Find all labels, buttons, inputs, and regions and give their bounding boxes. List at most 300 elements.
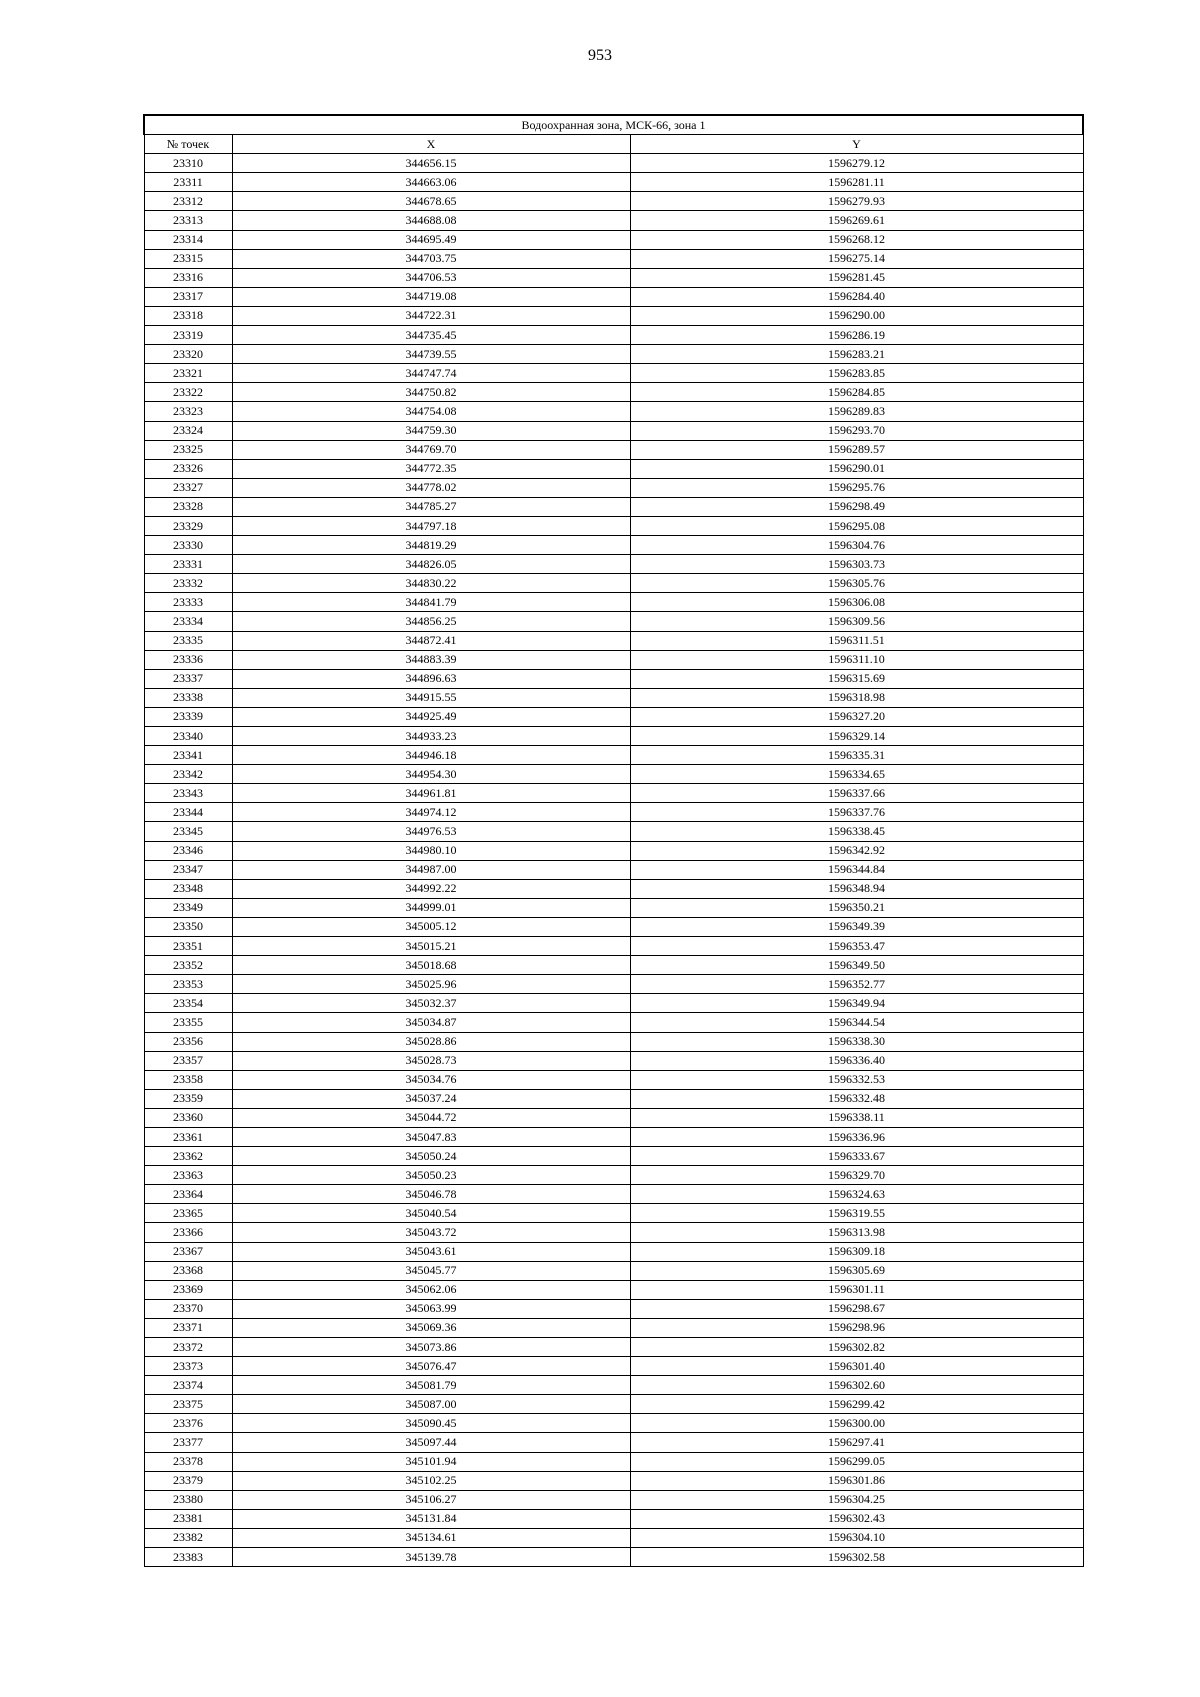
y-coordinate-cell: 1596319.55 <box>630 1204 1083 1223</box>
y-coordinate-cell: 1596350.21 <box>630 898 1083 917</box>
table-row <box>144 306 1083 325</box>
coordinates-table <box>143 114 1084 1567</box>
x-coordinate-cell: 344772.35 <box>232 459 630 478</box>
y-coordinate-cell: 1596353.47 <box>630 937 1083 956</box>
table-row <box>144 1299 1083 1318</box>
point-number-cell: 23341 <box>144 746 232 765</box>
x-coordinate-cell: 345046.78 <box>232 1185 630 1204</box>
y-coordinate-cell: 1596284.85 <box>630 383 1083 402</box>
y-coordinate-cell: 1596338.45 <box>630 822 1083 841</box>
y-coordinate-cell: 1596329.70 <box>630 1166 1083 1185</box>
x-coordinate-cell: 344961.81 <box>232 784 630 803</box>
table-row <box>144 1108 1083 1127</box>
y-coordinate-cell: 1596302.43 <box>630 1509 1083 1528</box>
x-coordinate-cell: 345018.68 <box>232 956 630 975</box>
table-body <box>144 154 1083 1567</box>
page-number: 953 <box>588 47 612 64</box>
y-coordinate-cell: 1596329.14 <box>630 727 1083 746</box>
point-number-cell: 23364 <box>144 1185 232 1204</box>
point-number-cell: 23379 <box>144 1471 232 1490</box>
table-row <box>144 803 1083 822</box>
table-row <box>144 1013 1083 1032</box>
y-coordinate-cell: 1596348.94 <box>630 879 1083 898</box>
point-number-cell: 23322 <box>144 383 232 402</box>
point-number-cell: 23362 <box>144 1147 232 1166</box>
table-row <box>144 497 1083 516</box>
x-coordinate-cell: 345090.45 <box>232 1414 630 1433</box>
point-number-cell: 23369 <box>144 1280 232 1299</box>
point-number-cell: 23352 <box>144 956 232 975</box>
x-coordinate-cell: 344992.22 <box>232 879 630 898</box>
y-coordinate-cell: 1596303.73 <box>630 555 1083 574</box>
table-row <box>144 326 1083 345</box>
y-coordinate-cell: 1596318.98 <box>630 688 1083 707</box>
y-coordinate-cell: 1596344.84 <box>630 860 1083 879</box>
table-row <box>144 1548 1083 1567</box>
x-coordinate-cell: 344954.30 <box>232 765 630 784</box>
x-coordinate-cell: 345045.77 <box>232 1261 630 1280</box>
x-coordinate-cell: 345037.24 <box>232 1089 630 1108</box>
point-number-cell: 23347 <box>144 860 232 879</box>
y-coordinate-cell: 1596298.67 <box>630 1299 1083 1318</box>
x-coordinate-cell: 345044.72 <box>232 1108 630 1127</box>
x-coordinate-cell: 345032.37 <box>232 994 630 1013</box>
x-coordinate-cell: 344830.22 <box>232 574 630 593</box>
point-number-cell: 23370 <box>144 1299 232 1318</box>
table-row <box>144 1490 1083 1509</box>
x-coordinate-cell: 344703.75 <box>232 249 630 268</box>
table-row <box>144 612 1083 631</box>
x-coordinate-cell: 345097.44 <box>232 1433 630 1452</box>
table-row <box>144 765 1083 784</box>
point-number-cell: 23376 <box>144 1414 232 1433</box>
table-row <box>144 1338 1083 1357</box>
y-coordinate-cell: 1596297.41 <box>630 1433 1083 1452</box>
table-row <box>144 669 1083 688</box>
point-number-cell: 23310 <box>144 154 232 173</box>
table-row <box>144 1357 1083 1376</box>
table-row <box>144 1089 1083 1108</box>
y-coordinate-cell: 1596342.92 <box>630 841 1083 860</box>
x-coordinate-cell: 344980.10 <box>232 841 630 860</box>
point-number-cell: 23331 <box>144 555 232 574</box>
y-coordinate-cell: 1596275.14 <box>630 249 1083 268</box>
x-coordinate-cell: 344663.06 <box>232 173 630 192</box>
y-coordinate-cell: 1596327.20 <box>630 707 1083 726</box>
point-number-cell: 23342 <box>144 765 232 784</box>
table-row <box>144 975 1083 994</box>
point-number-cell: 23329 <box>144 516 232 535</box>
table-row <box>144 937 1083 956</box>
x-coordinate-cell: 344754.08 <box>232 402 630 421</box>
y-coordinate-cell: 1596349.50 <box>630 956 1083 975</box>
x-coordinate-cell: 345034.76 <box>232 1070 630 1089</box>
y-coordinate-cell: 1596305.69 <box>630 1261 1083 1280</box>
table-row <box>144 516 1083 535</box>
x-coordinate-cell: 345050.23 <box>232 1166 630 1185</box>
y-coordinate-cell: 1596295.76 <box>630 478 1083 497</box>
column-header-y: Y <box>630 135 1083 154</box>
point-number-cell: 23340 <box>144 727 232 746</box>
point-number-cell: 23353 <box>144 975 232 994</box>
y-coordinate-cell: 1596289.57 <box>630 440 1083 459</box>
table-row <box>144 1127 1083 1146</box>
point-number-cell: 23378 <box>144 1452 232 1471</box>
x-coordinate-cell: 344915.55 <box>232 688 630 707</box>
point-number-cell: 23312 <box>144 192 232 211</box>
y-coordinate-cell: 1596279.12 <box>630 154 1083 173</box>
x-coordinate-cell: 345069.36 <box>232 1318 630 1337</box>
y-coordinate-cell: 1596352.77 <box>630 975 1083 994</box>
y-coordinate-cell: 1596302.82 <box>630 1338 1083 1357</box>
point-number-cell: 23356 <box>144 1032 232 1051</box>
table-row <box>144 688 1083 707</box>
point-number-cell: 23344 <box>144 803 232 822</box>
y-coordinate-cell: 1596301.40 <box>630 1357 1083 1376</box>
point-number-cell: 23365 <box>144 1204 232 1223</box>
y-coordinate-cell: 1596311.51 <box>630 631 1083 650</box>
y-coordinate-cell: 1596304.76 <box>630 536 1083 555</box>
table-row <box>144 879 1083 898</box>
x-coordinate-cell: 345043.72 <box>232 1223 630 1242</box>
table-row <box>144 1414 1083 1433</box>
y-coordinate-cell: 1596309.56 <box>630 612 1083 631</box>
x-coordinate-cell: 344946.18 <box>232 746 630 765</box>
table-row <box>144 211 1083 230</box>
table-row <box>144 1452 1083 1471</box>
y-coordinate-cell: 1596304.25 <box>630 1490 1083 1509</box>
x-coordinate-cell: 345106.27 <box>232 1490 630 1509</box>
x-coordinate-cell: 344747.74 <box>232 364 630 383</box>
column-header-point-number: № точек <box>144 135 232 154</box>
point-number-cell: 23383 <box>144 1548 232 1567</box>
x-coordinate-cell: 344987.00 <box>232 860 630 879</box>
x-coordinate-cell: 344735.45 <box>232 326 630 345</box>
point-number-cell: 23313 <box>144 211 232 230</box>
y-coordinate-cell: 1596305.76 <box>630 574 1083 593</box>
point-number-cell: 23357 <box>144 1051 232 1070</box>
table-row <box>144 440 1083 459</box>
y-coordinate-cell: 1596286.19 <box>630 326 1083 345</box>
x-coordinate-cell: 345050.24 <box>232 1147 630 1166</box>
y-coordinate-cell: 1596302.60 <box>630 1376 1083 1395</box>
table-row <box>144 173 1083 192</box>
point-number-cell: 23325 <box>144 440 232 459</box>
x-coordinate-cell: 345028.86 <box>232 1032 630 1051</box>
y-coordinate-cell: 1596268.12 <box>630 230 1083 249</box>
point-number-cell: 23374 <box>144 1376 232 1395</box>
x-coordinate-cell: 345028.73 <box>232 1051 630 1070</box>
table-row <box>144 1528 1083 1547</box>
point-number-cell: 23323 <box>144 402 232 421</box>
table-row <box>144 956 1083 975</box>
y-coordinate-cell: 1596349.39 <box>630 917 1083 936</box>
table-row <box>144 1032 1083 1051</box>
table-row <box>144 402 1083 421</box>
x-coordinate-cell: 344856.25 <box>232 612 630 631</box>
x-coordinate-cell: 344750.82 <box>232 383 630 402</box>
x-coordinate-cell: 345043.61 <box>232 1242 630 1261</box>
x-coordinate-cell: 344759.30 <box>232 421 630 440</box>
table-header-row <box>144 135 1083 154</box>
y-coordinate-cell: 1596284.40 <box>630 287 1083 306</box>
column-header-x: X <box>232 135 630 154</box>
x-coordinate-cell: 344925.49 <box>232 707 630 726</box>
point-number-cell: 23311 <box>144 173 232 192</box>
y-coordinate-cell: 1596298.96 <box>630 1318 1083 1337</box>
x-coordinate-cell: 344739.55 <box>232 345 630 364</box>
y-coordinate-cell: 1596338.11 <box>630 1108 1083 1127</box>
point-number-cell: 23372 <box>144 1338 232 1357</box>
x-coordinate-cell: 345062.06 <box>232 1280 630 1299</box>
table-row <box>144 822 1083 841</box>
table-row <box>144 917 1083 936</box>
point-number-cell: 23377 <box>144 1433 232 1452</box>
point-number-cell: 23333 <box>144 593 232 612</box>
table-row <box>144 650 1083 669</box>
point-number-cell: 23349 <box>144 898 232 917</box>
x-coordinate-cell: 344933.23 <box>232 727 630 746</box>
y-coordinate-cell: 1596337.76 <box>630 803 1083 822</box>
y-coordinate-cell: 1596301.86 <box>630 1471 1083 1490</box>
point-number-cell: 23367 <box>144 1242 232 1261</box>
point-number-cell: 23338 <box>144 688 232 707</box>
x-coordinate-cell: 345131.84 <box>232 1509 630 1528</box>
table-row <box>144 574 1083 593</box>
table-title: Водоохранная зона, МСК-66, зона 1 <box>144 115 1083 135</box>
point-number-cell: 23371 <box>144 1318 232 1337</box>
table-row <box>144 1051 1083 1070</box>
y-coordinate-cell: 1596289.83 <box>630 402 1083 421</box>
point-number-cell: 23327 <box>144 478 232 497</box>
point-number-cell: 23337 <box>144 669 232 688</box>
y-coordinate-cell: 1596332.53 <box>630 1070 1083 1089</box>
point-number-cell: 23317 <box>144 287 232 306</box>
point-number-cell: 23375 <box>144 1395 232 1414</box>
x-coordinate-cell: 344656.15 <box>232 154 630 173</box>
point-number-cell: 23330 <box>144 536 232 555</box>
table-row <box>144 1166 1083 1185</box>
x-coordinate-cell: 344826.05 <box>232 555 630 574</box>
table-row <box>144 860 1083 879</box>
y-coordinate-cell: 1596299.42 <box>630 1395 1083 1414</box>
x-coordinate-cell: 345102.25 <box>232 1471 630 1490</box>
y-coordinate-cell: 1596281.11 <box>630 173 1083 192</box>
x-coordinate-cell: 345005.12 <box>232 917 630 936</box>
point-number-cell: 23358 <box>144 1070 232 1089</box>
point-number-cell: 23360 <box>144 1108 232 1127</box>
x-coordinate-cell: 344688.08 <box>232 211 630 230</box>
y-coordinate-cell: 1596336.96 <box>630 1127 1083 1146</box>
x-coordinate-cell: 344785.27 <box>232 497 630 516</box>
y-coordinate-cell: 1596335.31 <box>630 746 1083 765</box>
table-row <box>144 1395 1083 1414</box>
y-coordinate-cell: 1596269.61 <box>630 211 1083 230</box>
x-coordinate-cell: 344883.39 <box>232 650 630 669</box>
x-coordinate-cell: 344695.49 <box>232 230 630 249</box>
x-coordinate-cell: 345063.99 <box>232 1299 630 1318</box>
x-coordinate-cell: 344974.12 <box>232 803 630 822</box>
y-coordinate-cell: 1596315.69 <box>630 669 1083 688</box>
table-row <box>144 287 1083 306</box>
table-row <box>144 459 1083 478</box>
table-row <box>144 268 1083 287</box>
point-number-cell: 23381 <box>144 1509 232 1528</box>
point-number-cell: 23324 <box>144 421 232 440</box>
point-number-cell: 23351 <box>144 937 232 956</box>
x-coordinate-cell: 344819.29 <box>232 536 630 555</box>
table-row <box>144 249 1083 268</box>
table-row <box>144 1509 1083 1528</box>
table-row <box>144 421 1083 440</box>
point-number-cell: 23363 <box>144 1166 232 1185</box>
point-number-cell: 23332 <box>144 574 232 593</box>
x-coordinate-cell: 345073.86 <box>232 1338 630 1357</box>
table-row <box>144 1223 1083 1242</box>
point-number-cell: 23355 <box>144 1013 232 1032</box>
table-row <box>144 898 1083 917</box>
point-number-cell: 23361 <box>144 1127 232 1146</box>
x-coordinate-cell: 345076.47 <box>232 1357 630 1376</box>
table-row <box>144 1318 1083 1337</box>
table-row <box>144 536 1083 555</box>
y-coordinate-cell: 1596324.63 <box>630 1185 1083 1204</box>
y-coordinate-cell: 1596338.30 <box>630 1032 1083 1051</box>
table-row <box>144 784 1083 803</box>
point-number-cell: 23343 <box>144 784 232 803</box>
x-coordinate-cell: 344722.31 <box>232 306 630 325</box>
point-number-cell: 23368 <box>144 1261 232 1280</box>
y-coordinate-cell: 1596337.66 <box>630 784 1083 803</box>
table-row <box>144 364 1083 383</box>
y-coordinate-cell: 1596300.00 <box>630 1414 1083 1433</box>
table-row <box>144 631 1083 650</box>
table-row <box>144 154 1083 173</box>
point-number-cell: 23346 <box>144 841 232 860</box>
x-coordinate-cell: 344678.65 <box>232 192 630 211</box>
y-coordinate-cell: 1596306.08 <box>630 593 1083 612</box>
point-number-cell: 23318 <box>144 306 232 325</box>
table-row <box>144 555 1083 574</box>
point-number-cell: 23328 <box>144 497 232 516</box>
point-number-cell: 23380 <box>144 1490 232 1509</box>
y-coordinate-cell: 1596313.98 <box>630 1223 1083 1242</box>
table-row <box>144 1185 1083 1204</box>
table-row <box>144 1376 1083 1395</box>
y-coordinate-cell: 1596349.94 <box>630 994 1083 1013</box>
table-row <box>144 230 1083 249</box>
y-coordinate-cell: 1596279.93 <box>630 192 1083 211</box>
table-row <box>144 1147 1083 1166</box>
y-coordinate-cell: 1596283.21 <box>630 345 1083 364</box>
x-coordinate-cell: 344719.08 <box>232 287 630 306</box>
table-title-row <box>144 115 1083 135</box>
x-coordinate-cell: 344778.02 <box>232 478 630 497</box>
x-coordinate-cell: 345047.83 <box>232 1127 630 1146</box>
point-number-cell: 23316 <box>144 268 232 287</box>
point-number-cell: 23334 <box>144 612 232 631</box>
x-coordinate-cell: 345134.61 <box>232 1528 630 1547</box>
x-coordinate-cell: 344769.70 <box>232 440 630 459</box>
table-row <box>144 727 1083 746</box>
x-coordinate-cell: 345139.78 <box>232 1548 630 1567</box>
y-coordinate-cell: 1596301.11 <box>630 1280 1083 1299</box>
point-number-cell: 23335 <box>144 631 232 650</box>
point-number-cell: 23321 <box>144 364 232 383</box>
point-number-cell: 23314 <box>144 230 232 249</box>
y-coordinate-cell: 1596311.10 <box>630 650 1083 669</box>
table-row <box>144 1070 1083 1089</box>
x-coordinate-cell: 345087.00 <box>232 1395 630 1414</box>
table-row <box>144 478 1083 497</box>
point-number-cell: 23366 <box>144 1223 232 1242</box>
x-coordinate-cell: 344896.63 <box>232 669 630 688</box>
x-coordinate-cell: 345081.79 <box>232 1376 630 1395</box>
table-row <box>144 841 1083 860</box>
x-coordinate-cell: 345040.54 <box>232 1204 630 1223</box>
x-coordinate-cell: 345025.96 <box>232 975 630 994</box>
table-row <box>144 1242 1083 1261</box>
table-row <box>144 593 1083 612</box>
y-coordinate-cell: 1596344.54 <box>630 1013 1083 1032</box>
table-row <box>144 345 1083 364</box>
x-coordinate-cell: 345015.21 <box>232 937 630 956</box>
y-coordinate-cell: 1596333.67 <box>630 1147 1083 1166</box>
table-row <box>144 1433 1083 1452</box>
table-row <box>144 707 1083 726</box>
table-row <box>144 192 1083 211</box>
table-row <box>144 994 1083 1013</box>
y-coordinate-cell: 1596281.45 <box>630 268 1083 287</box>
x-coordinate-cell: 344999.01 <box>232 898 630 917</box>
y-coordinate-cell: 1596309.18 <box>630 1242 1083 1261</box>
point-number-cell: 23359 <box>144 1089 232 1108</box>
y-coordinate-cell: 1596290.00 <box>630 306 1083 325</box>
point-number-cell: 23348 <box>144 879 232 898</box>
point-number-cell: 23326 <box>144 459 232 478</box>
point-number-cell: 23345 <box>144 822 232 841</box>
table-row <box>144 1204 1083 1223</box>
table-row <box>144 1280 1083 1299</box>
x-coordinate-cell: 345101.94 <box>232 1452 630 1471</box>
y-coordinate-cell: 1596302.58 <box>630 1548 1083 1567</box>
y-coordinate-cell: 1596298.49 <box>630 497 1083 516</box>
point-number-cell: 23315 <box>144 249 232 268</box>
point-number-cell: 23354 <box>144 994 232 1013</box>
y-coordinate-cell: 1596334.65 <box>630 765 1083 784</box>
table-row <box>144 1261 1083 1280</box>
y-coordinate-cell: 1596336.40 <box>630 1051 1083 1070</box>
y-coordinate-cell: 1596332.48 <box>630 1089 1083 1108</box>
table-row <box>144 383 1083 402</box>
point-number-cell: 23320 <box>144 345 232 364</box>
x-coordinate-cell: 344976.53 <box>232 822 630 841</box>
table-row <box>144 1471 1083 1490</box>
point-number-cell: 23350 <box>144 917 232 936</box>
x-coordinate-cell: 344797.18 <box>232 516 630 535</box>
y-coordinate-cell: 1596290.01 <box>630 459 1083 478</box>
point-number-cell: 23339 <box>144 707 232 726</box>
point-number-cell: 23373 <box>144 1357 232 1376</box>
x-coordinate-cell: 344841.79 <box>232 593 630 612</box>
y-coordinate-cell: 1596295.08 <box>630 516 1083 535</box>
y-coordinate-cell: 1596283.85 <box>630 364 1083 383</box>
point-number-cell: 23336 <box>144 650 232 669</box>
y-coordinate-cell: 1596304.10 <box>630 1528 1083 1547</box>
y-coordinate-cell: 1596293.70 <box>630 421 1083 440</box>
point-number-cell: 23382 <box>144 1528 232 1547</box>
table-row <box>144 746 1083 765</box>
